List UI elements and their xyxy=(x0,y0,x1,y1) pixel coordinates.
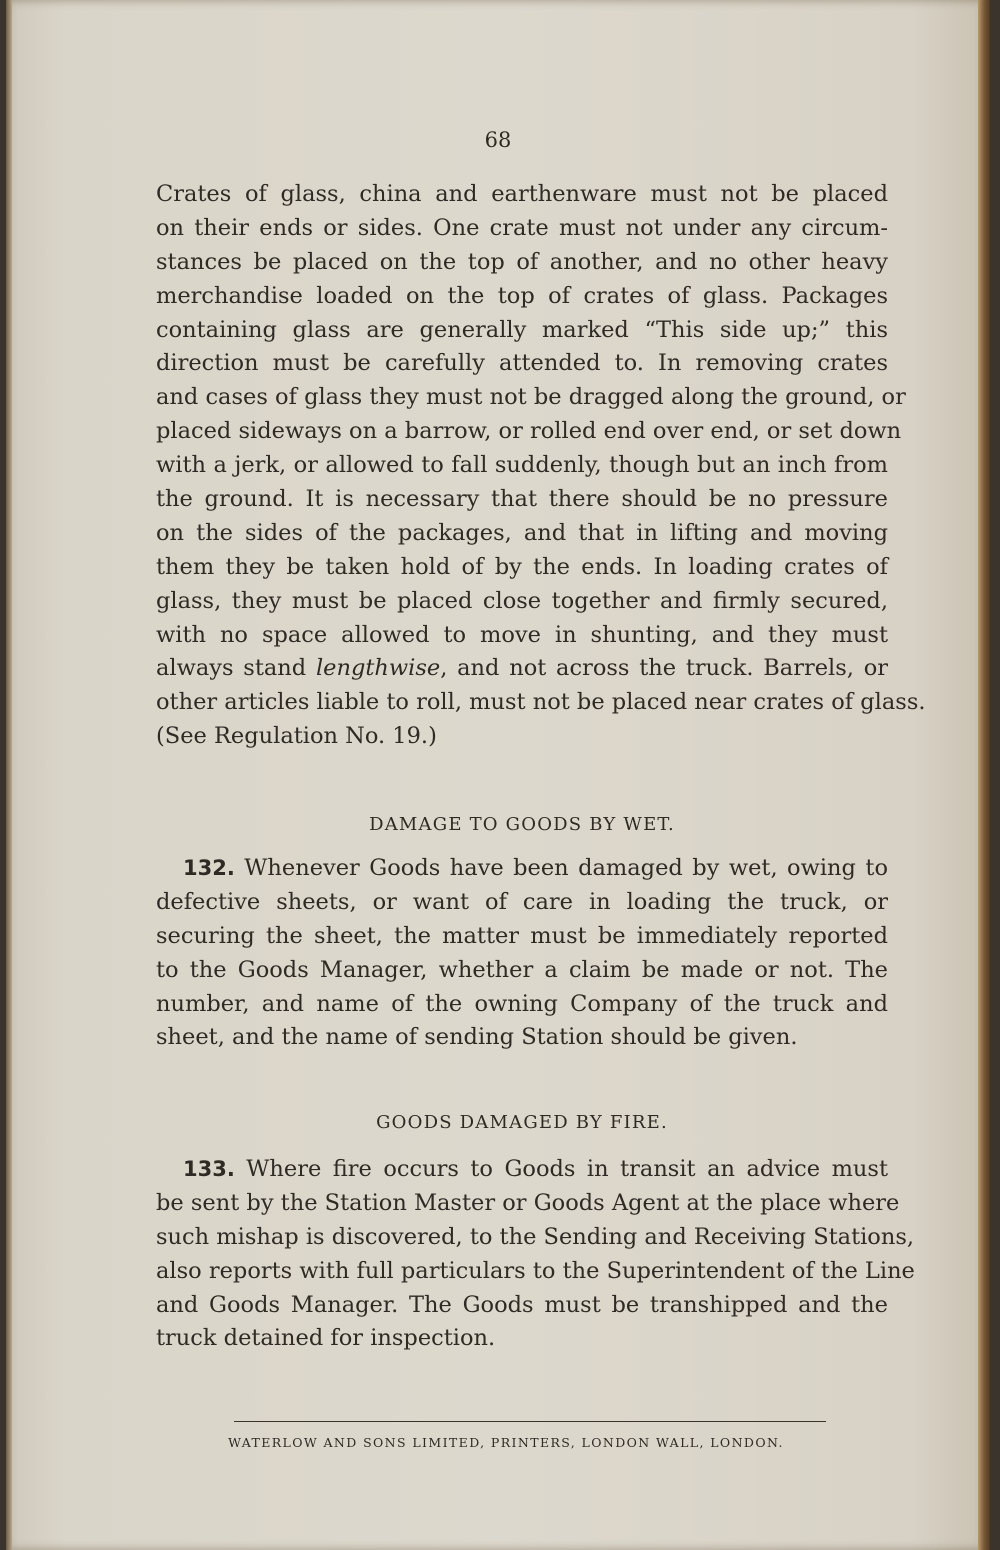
text-line: merchandise loaded on the top of crates of glass. Packages xyxy=(156,282,888,309)
text-segment: always stand xyxy=(156,655,316,682)
text-line: containing glass are generally marked “This side up;” this xyxy=(156,316,888,343)
text-line: with a jerk, or allowed to fall suddenly, though but an inch from xyxy=(156,452,888,479)
text-line: also reports with full particulars to the Superintendent of the Line xyxy=(156,1257,915,1284)
text-line: to the Goods Manager, whether a claim be made or not. The xyxy=(156,956,888,983)
text-line: number, and name of the owning Company of the truck and xyxy=(156,990,888,1017)
text-line: be sent by the Station Master or Goods Agent at the place where xyxy=(156,1189,900,1216)
text-line-first xyxy=(156,852,888,886)
section-heading-damage-by-wet: DAMAGE TO GOODS BY WET. xyxy=(369,814,675,835)
section-heading-damaged-by-fire: GOODS DAMAGED BY FIRE. xyxy=(376,1112,668,1133)
text-line: such mishap is discovered, to the Sending and Receiving Stations, xyxy=(156,1223,915,1250)
text-line: and Goods Manager. The Goods must be transhipped and the xyxy=(156,1291,888,1318)
text-line: glass, they must be placed close together and firmly secured, xyxy=(156,587,888,614)
text-line: other articles liable to roll, must not be placed near crates of glass. xyxy=(156,689,926,716)
text-line: direction must be carefully attended to. In removing crates xyxy=(156,350,888,377)
footer-rule xyxy=(234,1421,826,1422)
text-line: with no space allowed to move in shunting, and they must xyxy=(156,621,888,648)
text-line: truck detained for inspection. xyxy=(156,1325,496,1352)
book-binding-edge xyxy=(978,0,990,1550)
page-number: 68 xyxy=(484,128,512,152)
text-segment: Whenever Goods have been damaged by wet, owing to xyxy=(234,855,888,881)
section-133-paragraph xyxy=(156,1153,915,1356)
text-line: the ground. It is necessary that there should be no pressure xyxy=(156,486,888,513)
text-line-with-italic xyxy=(156,652,888,686)
text-segment: Where fire occurs to Goods in transit an advice must xyxy=(234,1156,888,1182)
section-number: 133. xyxy=(183,1157,235,1181)
text-line: and cases of glass they must not be dragged along the ground, or xyxy=(156,384,906,411)
text-line: on their ends or sides. One crate must not under any circum- xyxy=(156,214,888,241)
text-line: placed sideways on a barrow, or rolled end over end, or set down xyxy=(156,418,902,445)
printer-imprint: WATERLOW AND SONS LIMITED, PRINTERS, LONDON WALL, LONDON. xyxy=(228,1435,784,1450)
text-line-first xyxy=(156,1153,888,1187)
text-line: securing the sheet, the matter must be immediately reported xyxy=(156,922,888,949)
section-132-paragraph xyxy=(156,852,888,1055)
text-line: sheet, and the name of sending Station should be given. xyxy=(156,1024,798,1051)
italic-word: lengthwise xyxy=(315,655,441,682)
text-line: on the sides of the packages, and that in lifting and moving xyxy=(156,519,888,546)
section-number: 132. xyxy=(183,856,235,880)
page-left-edge xyxy=(6,0,12,1550)
text-segment: , and not across the truck. Barrels, or xyxy=(440,655,888,682)
text-line: them they be taken hold of by the ends. In loading crates of xyxy=(156,553,888,580)
text-line: defective sheets, or want of care in loading the truck, or xyxy=(156,888,888,915)
text-line: (See Regulation No. 19.) xyxy=(156,723,437,750)
intro-paragraph xyxy=(156,178,926,754)
text-line: stances be placed on the top of another, and no other heavy xyxy=(156,248,888,275)
text-line: Crates of glass, china and earthenware must not be placed xyxy=(156,181,888,207)
book-page xyxy=(6,0,990,1550)
